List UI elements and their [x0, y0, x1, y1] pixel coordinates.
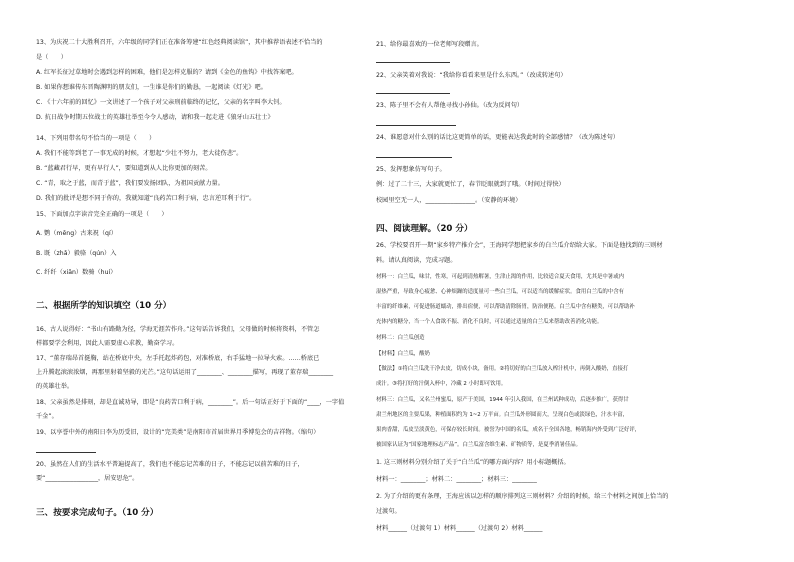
material-line: 材料三：白兰瓜，又名兰州蜜瓜，原产于美国，1944 年引入我国，在兰州试种成功，后逐步推广，获得甘 [376, 397, 629, 403]
question-line: 的英雄壮举。 [36, 383, 74, 390]
answer-blank-21[interactable] [376, 62, 450, 63]
question-line: 例：过了二十三，大家就更忙了，春节眨眼就到了哦。（时间过得快） [376, 181, 565, 188]
question-line: 要“_________________，居安思危”。 [36, 475, 139, 482]
answer-blank-24[interactable] [376, 157, 452, 158]
question-line: 19、以享誉中外的南阳日李为历受旧，设计的“完美类”是南阳市首届世界月季博览会的吉祥物。（缩句） [36, 429, 320, 436]
question-line: B. 既（zhǎ）毅骆（qún）入 [36, 250, 117, 257]
question-line: 校园里空无一人，________________。（安静的环境） [376, 197, 522, 204]
question-line: 26、学校要召开一期“家乡特产推介会”，王海同学想把家乡的白兰瓜介绍给大家。下面是他找到的三则材 [376, 242, 663, 249]
question-line: A. 我们不能等到老了一事无成的时候，才想起“少壮不努力，老大徒伤悲”。 [36, 150, 243, 157]
question-line: 21、给你最喜欢的一位老师写段赠言。 [376, 41, 483, 48]
material-line: 被国家认证为“国家地理标志产品”。白兰瓜富含维生素、矿物质等，是夏季消暑佳品。 [376, 442, 582, 448]
material-line: 充体内的糖分，当一个人食欲不振、消化不良时，可以通过适量的白兰瓜来帮助改善消化功能。 [376, 319, 603, 325]
question-line: 料。请认真阅读，完成习题。 [376, 257, 457, 264]
material-line: 湿热严重，导致身心疲惫、心神烦躁的适度量可一些白兰瓜，可以适当的缓解症状。食用白兰瓜的中含有 [376, 289, 624, 295]
material-line: 材料二：白兰瓜创造 [376, 335, 425, 341]
question-line: C. 《十六年前的回忆》一文讲述了一个孩子对父亲刑前临终的记忆，父亲的名字叫李大钊。 [36, 99, 286, 106]
answer-blank-22[interactable] [376, 93, 450, 94]
question-line: 上升腾起滚滚浓烟，再那里射着坚毅的光芒。”这句话运用了________、________描写，再现了董存瑞________ [36, 369, 334, 376]
question-line: 18、父亲虽然是排刻，却是直诚劝导，即是“良药苦口利于病，________”。后一句话正好于下面的“____，一字值 [36, 399, 345, 406]
question-line: 材料一：________；材料二：________；材料三：________ [376, 476, 537, 483]
question-line: 22、父亲笑着对我说：“我给你看看来里是什么东西。”（改成转述句） [376, 72, 567, 79]
question-line: D. 抗日战争时期五位战士的英雄壮举至今令人感动，请和我一起走进《狼牙山五壮士》 [36, 114, 274, 121]
question-line: 样都要学会利用，因此人需要虚心求教，勤奋学习。 [36, 340, 179, 347]
question-line: 千金”。 [36, 413, 58, 420]
question-line: 17、“董存瑞昂首挺胸，站在桥底中央，左手托起炸药包，对准桥底，右手猛地一拉导火索。……桥底已 [36, 355, 320, 362]
question-line: D. 我们的批评是想不同于你的，我就知道“良药苦口利于病，忠言逆耳利于行”。 [36, 195, 256, 202]
answer-blank-19[interactable] [36, 452, 96, 453]
section-heading-3: 三、按要求完成句子。（10 分） [36, 508, 159, 518]
question-line: A. 红军长征过草地时会遇到怎样的困难，他们是怎样克服的？请到《金色的鱼钩》中找答案吧。 [36, 69, 298, 76]
question-line: 25、发挥想象仿写句子。 [376, 166, 446, 173]
question-line: C. “青，取之于蓝，而青于蓝”，我们要发扬团队，为祖国贡献力量。 [36, 180, 224, 187]
section-heading-2: 二、根据所学的知识填空（10 分） [36, 301, 172, 311]
material-line: 【做法】①将白兰瓜洗干净去皮，切成小块，备用。②将切好的白兰瓜放入榨汁机中，再倒入酸奶，直接打 [376, 366, 629, 372]
material-line: 果肉香甜，瓜皮呈淡黄色，可保存较长时间。被誉为中国的名瓜，成名于全国各地，畅销海内外受到广泛好评， [376, 427, 641, 433]
question-line: 材料______（过渡句 1）材料______（过渡句 2）材料______ [376, 525, 543, 532]
question-line: B. “蓝藏君行早，更有早行人”，要知道到从人比你更加的刻苦。 [36, 165, 212, 172]
material-line: 肃兰州地区的主要瓜果，种植面积约为 1~2 万平亩。白兰瓜外形圆而大，呈现白色或淡绿色，汁水丰富， [376, 412, 628, 418]
question-line: 16、古人说得好：“书山有路勤为径，学海无涯苦作舟。”这句话告诉我们，父母做的时候将资料，不管怎 [36, 326, 320, 333]
question-line: C. 纤纤（xiān）数骑（huí） [36, 269, 117, 276]
question-line: 23、陈子里不会有人帮他寻找小孙仙。（改为反问句） [376, 102, 524, 109]
material-line: 成汁。③将打好的汁倒入杯中，冷藏 2 小时即可饮用。 [376, 381, 507, 387]
section-heading-4: 四、阅读理解。（20 分） [376, 224, 473, 234]
question-line: 13、为庆祝二十大胜利召开，六年级的同学们正在准备筹建“红色经典阅读馆”，其中推荐语表述不恰当的 [36, 39, 323, 46]
question-line: A. 鹦（mēng）古来祝（qí） [36, 230, 117, 237]
material-line: 丰富的纤维素，可促进肠道蠕动，排出宿便，可以帮助清除肠胃，防治便秘。白兰瓜中含有糖类，可以帮助补 [376, 304, 635, 310]
question-line: B. 如果你想谁传东晋陶渊明的朋友们，一生谁是你们的勤恳，一起阅读《灯光》吧。 [36, 84, 267, 91]
answer-blank-23[interactable] [376, 125, 456, 126]
material-line: 材料一：白兰瓜，味甘，性寒，可起到清热解暑，生津止渴的作用，比较适合夏天食用，尤其是中暑或内 [376, 274, 624, 280]
question-line: 2. 为了介绍的更有条理，王海应该以怎样的顺序排列这三则材料？介绍的时候，给三个材料之间加上恰当的 [376, 493, 669, 500]
question-line: 14、下列用带名句不恰当的一项是（ ） [36, 135, 156, 142]
question-line: 20、虽然在人们的生活水平普遍提高了，我们也不能忘记苦难的日子，不能忘记以前苦难的日子， [36, 461, 304, 468]
material-line: 【材料】白兰瓜，酸奶 [376, 351, 430, 357]
question-line: 过渡句。 [376, 508, 401, 515]
question-line: 24、谁愿意对什么别的话比这更简单的话，更能表达我此时的全部感情？（改为陈述句） [376, 134, 619, 141]
question-line: 1. 这三则材料分别介绍了关于“白兰瓜”的哪方面内容？用小标题概括。 [376, 459, 570, 466]
question-line: 15、下面加点字读音完全正确的一项是（ ） [36, 211, 168, 218]
question-line: 是（ ） [36, 54, 67, 61]
